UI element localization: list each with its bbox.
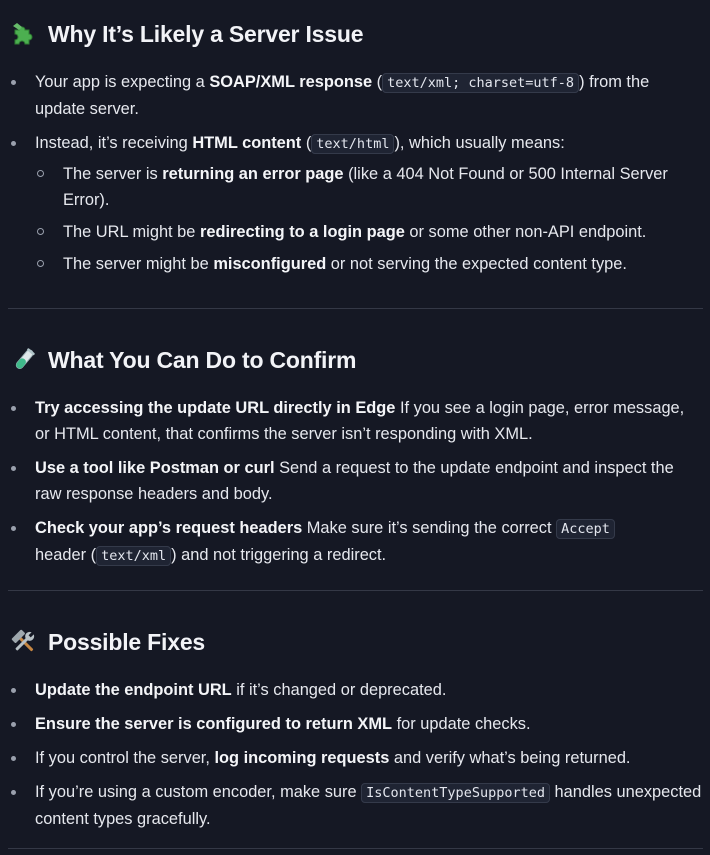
list-item bbox=[8, 455, 703, 507]
text: or not serving the expected content type. bbox=[326, 255, 627, 273]
list-item bbox=[8, 677, 703, 703]
bullet-list bbox=[8, 395, 703, 569]
bold-text: Ensure the server is configured to return XML bbox=[35, 715, 393, 733]
section-heading bbox=[10, 20, 363, 48]
list-item bbox=[8, 711, 703, 737]
text: for update checks. bbox=[392, 715, 531, 733]
text: ), which usually means: bbox=[394, 134, 565, 152]
bullet-list bbox=[8, 69, 703, 277]
bold-text: Use a tool like Postman or curl bbox=[35, 459, 275, 477]
text: Make sure it’s sending the correct bbox=[302, 519, 557, 537]
inline-code: IsContentTypeSupported bbox=[361, 783, 550, 803]
inline-code: text/xml; charset=utf-8 bbox=[382, 73, 579, 93]
text: ) from the update server. bbox=[35, 73, 650, 118]
bold-text: redirecting to a login page bbox=[199, 223, 405, 241]
text: Your app is expecting a bbox=[35, 73, 210, 91]
sub-list-item bbox=[35, 219, 703, 245]
sub-bullet-list bbox=[35, 161, 703, 277]
text: and verify what’s being returned. bbox=[389, 749, 631, 767]
bold-text: returning an error page bbox=[162, 165, 344, 183]
inline-code: text/html bbox=[311, 134, 394, 154]
text: The server is bbox=[63, 165, 163, 183]
test-tube-icon bbox=[10, 346, 38, 374]
list-item bbox=[8, 515, 703, 569]
inline-code: Accept bbox=[556, 519, 615, 539]
text: If you see a login page, error message, or HTML content, that confirms the server isn’t responding with XML. bbox=[35, 399, 685, 443]
list-item bbox=[8, 69, 703, 122]
bold-text: Check your app’s request headers bbox=[35, 519, 303, 537]
bold-text: log incoming requests bbox=[214, 749, 390, 767]
text: The URL might be bbox=[63, 223, 200, 241]
section-heading bbox=[10, 628, 205, 656]
bold-text: Try accessing the update URL directly in Edge bbox=[35, 399, 396, 417]
sub-list-item bbox=[35, 251, 703, 277]
bullet-list bbox=[8, 677, 703, 832]
text: ( bbox=[301, 134, 312, 152]
text: if it’s changed or deprecated. bbox=[231, 681, 447, 699]
inline-code: text/xml bbox=[96, 546, 171, 566]
divider bbox=[8, 590, 703, 591]
text: (like a 404 Not Found or 500 Internal Server Error). bbox=[63, 165, 668, 209]
section-title: What You Can Do to Confirm bbox=[48, 346, 357, 373]
text: If you control the server, bbox=[35, 749, 215, 767]
text: header ( bbox=[35, 546, 97, 564]
bold-text: Update the endpoint URL bbox=[35, 681, 232, 699]
section-heading bbox=[10, 346, 356, 374]
list-item bbox=[8, 745, 703, 771]
divider bbox=[8, 308, 703, 309]
text: Instead, it’s receiving bbox=[35, 134, 193, 152]
bold-text: SOAP/XML response bbox=[209, 73, 373, 91]
text: Send a request to the update endpoint and inspect the raw response headers and body. bbox=[35, 459, 674, 503]
bold-text: HTML content bbox=[192, 134, 302, 152]
text: handles unexpected content types gracefully. bbox=[35, 783, 702, 828]
list-item bbox=[8, 130, 703, 277]
list-item bbox=[8, 779, 703, 832]
text: or some other non-API endpoint. bbox=[404, 223, 647, 241]
divider bbox=[8, 848, 703, 849]
text: ( bbox=[372, 73, 383, 91]
puzzle-piece-icon bbox=[10, 20, 38, 48]
text: The server might be bbox=[63, 255, 214, 273]
hammer-and-wrench-icon bbox=[10, 628, 38, 656]
text: ) and not triggering a redirect. bbox=[171, 546, 387, 564]
sub-list-item bbox=[35, 161, 703, 213]
list-item bbox=[8, 395, 703, 447]
text: If you’re using a custom encoder, make sure bbox=[35, 783, 362, 801]
bold-text: misconfigured bbox=[213, 255, 327, 273]
section-title: Why It’s Likely a Server Issue bbox=[48, 20, 364, 47]
section-title: Possible Fixes bbox=[48, 628, 205, 655]
